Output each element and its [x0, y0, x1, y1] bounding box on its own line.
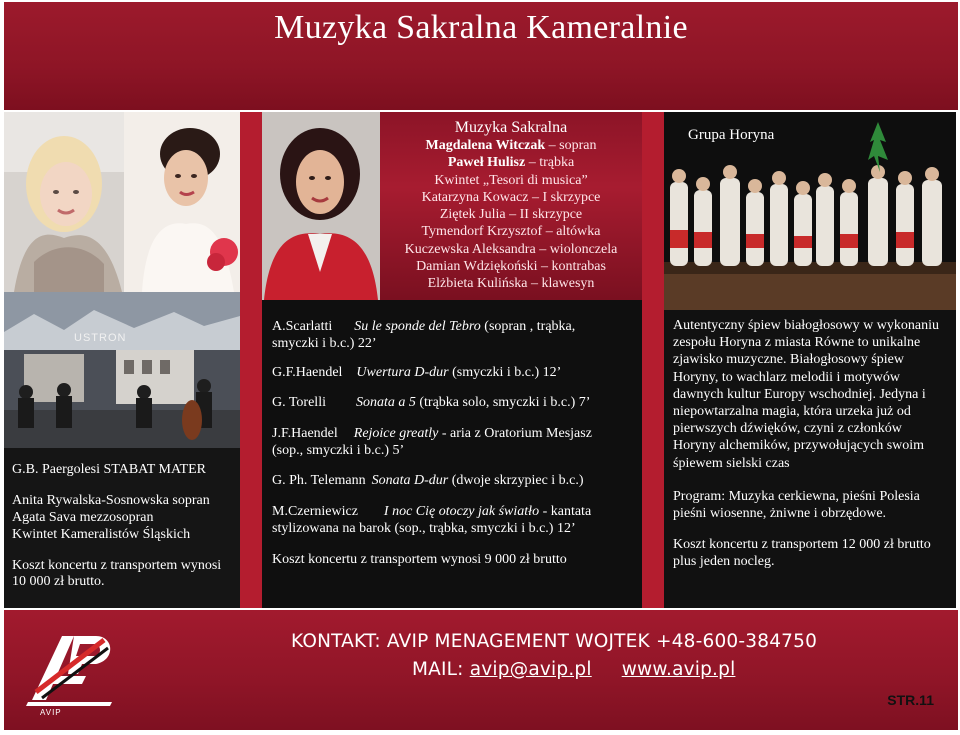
credit-line: Ziętek Julia – II skrzypce: [439, 207, 583, 223]
credit-line: Tymendorf Krzysztof – altówka: [421, 224, 601, 240]
program-item: G. Ph. Telemann Sonata D-dur (dwoje skrzypiec i b.c.): [272, 473, 584, 488]
page-footer: [4, 610, 958, 730]
page-title: Muzyka Sakralna Kameralnie: [274, 9, 688, 46]
website-link[interactable]: www.avip.pl: [621, 659, 736, 680]
sacred-music-cost: Koszt koncertu z transportem wynosi 9 000 zł brutto: [272, 552, 567, 567]
credit-line: Magdalena Witczak – sopran: [425, 138, 597, 153]
avip-logo: [24, 630, 116, 708]
credit-line: Kwintet „Tesori di musica”: [434, 172, 588, 188]
program-panel: [262, 300, 642, 608]
chamber-orchestra-photo: [4, 292, 240, 448]
performer-1: Anita Rywalska-Sosnowska sopran: [12, 493, 210, 508]
column-divider-1: [240, 112, 262, 608]
stabat-mater-cost: Koszt koncertu z transportem wynosi 10 000 zł brutto.: [12, 558, 222, 589]
credit-line: Paweł Hulisz – trąbka: [447, 155, 575, 171]
page-header: [4, 2, 958, 110]
horyna-panel: [664, 310, 956, 608]
sacred-music-credits: [380, 118, 642, 293]
horyna-cost: Koszt koncertu z transportem 12 000 zł brutto plus jeden nocleg.: [673, 537, 931, 570]
sacred-music-heading: Muzyka Sakralna: [454, 119, 568, 136]
column-divider-2: [642, 112, 664, 608]
horyna-photo: [664, 112, 956, 310]
group-label: Grupa Horyna: [688, 127, 775, 143]
program-item: G.F.Haendel Uwertura D-dur (smyczki i b.c.) 12’: [272, 365, 562, 380]
credit-line: Kuczewska Aleksandra – wiolonczela: [404, 241, 618, 257]
program-item: A.Scarlatti Su le sponde del Tebro (sopran , trąbka, smyczki i b.c.) 22’: [272, 319, 576, 351]
performer-2: Agata Sava mezzosopran: [12, 510, 154, 525]
singer-photo-brunette: [124, 112, 240, 292]
mail-label: MAIL:: [412, 659, 470, 680]
soprano-portrait: [262, 112, 380, 300]
stabat-mater-panel: [4, 448, 240, 608]
stabat-mater-title: G.B. Paergolesi STABAT MATER: [12, 462, 206, 477]
performer-3: Kwintet Kameralistów Śląskich: [12, 527, 191, 542]
email-link[interactable]: avip@avip.pl: [469, 659, 592, 680]
credit-line: Elżbieta Kulińska – klawesyn: [427, 276, 595, 292]
page-number: STR.11: [887, 692, 934, 708]
horyna-program: Program: Muzyka cerkiewna, pieśni Polesia pieśni wiosenne, żniwne i obrzędowe.: [673, 489, 920, 522]
program-item: M.Czerniewicz I noc Cię otoczy jak światło - kantata stylizowana na barok (sop., trąbka, smyczki i b.c.) 12’: [272, 504, 592, 536]
program-item: J.F.Haendel Rejoice greatly - aria z Oratorium Mesjasz (sop., smyczki i b.c.) 5’: [272, 426, 592, 458]
credit-line: Katarzyna Kowacz – I skrzypce: [421, 189, 601, 205]
singer-photo-blonde: [4, 112, 124, 292]
contact-line: KONTAKT: AVIP MENAGEMENT WOJTEK +48-600-384750: [291, 631, 818, 652]
avip-logo-text: AVIP: [40, 708, 62, 717]
program-item: G. Torelli Sonata a 5 (trąbka solo, smyczki i b.c.) 7’: [272, 395, 591, 410]
ustron-sign: USTRON: [74, 332, 127, 344]
contact-links: [412, 659, 735, 680]
credit-line: Damian Wdziękoński – kontrabas: [416, 259, 606, 275]
horyna-description: Autentyczny śpiew białogłosowy w wykonaniu zespołu Horyna z miasta Równe to unikalne zjawisko muzyczne. Białogłosowy śpiew Horyny, to wachlarz melodii i motywów dawnych kultur Europy wschodniej. Jedyna i niepowtarzalna magia, która urzeka już od pierwszych dźwięków, czyni z członków Horyny alchemików, przywołujących swoim śpiewem sielski czas: [673, 318, 939, 471]
